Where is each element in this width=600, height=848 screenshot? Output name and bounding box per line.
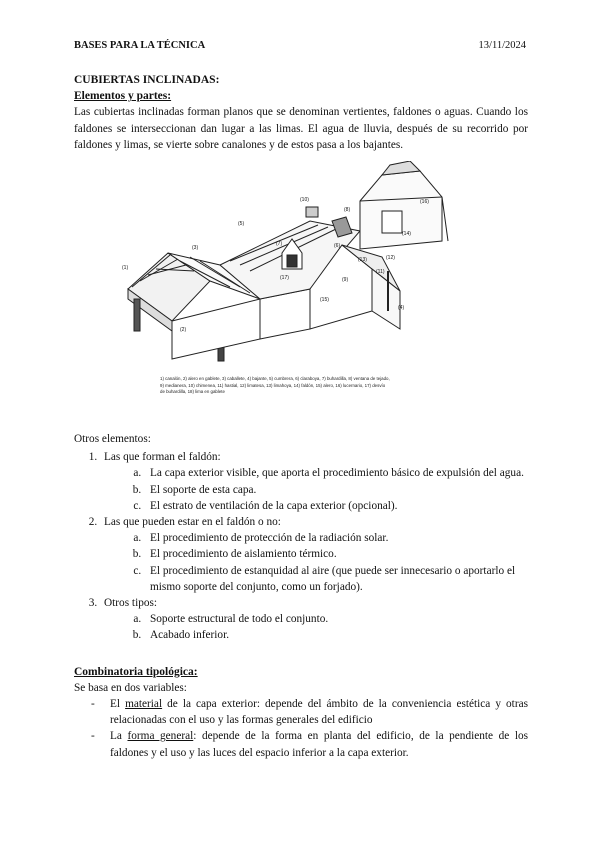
figure-label-17: (17) <box>280 275 289 282</box>
figure-label-3: (3) <box>192 245 199 252</box>
term-forma-general: forma general <box>127 730 194 743</box>
figure-label-7: (7) <box>276 241 283 248</box>
otros-title: Otros elementos: <box>74 433 151 446</box>
list-item: 1. Las que forman el faldón: a. La capa exterior visible, que aporta el procedimiento básico de expulsión del agua. b. El soporte de esta capa. c. El estrato de ventilación de la capa exterior (opcional). <box>100 449 528 514</box>
combinatoria-list <box>74 696 528 761</box>
document-body <box>74 72 528 761</box>
figure-label-15: (15) <box>320 297 329 304</box>
figure-label-11: (11) <box>376 269 385 276</box>
list-item: - La forma general: depende de la forma en planta del edificio, de la pendiente de los faldones y el uso y las luces del espacio inferior a la capa exterior. <box>74 728 528 760</box>
list-item: b. El procedimiento de aislamiento térmico. <box>144 546 528 562</box>
figure-caption: 1) canalón, 2) alero en gablete, 3) caballete, 4) bajante, 5) cumbrera, 6) claraboya, 7) buhardilla, 8) ventana de tejado, 9) medianera, 10) chimenea, 11) hastial, 12) limatesa, 13) limahoya, 14) faldón, 15) alero, 16) lucernario, 17) desvío de buhardilla, 18) lima en gablete <box>160 376 390 395</box>
intro-paragraph: Las cubiertas inclinadas forman planos que se denominan vertientes, faldones o aguas. Cuando los faldones se interseccionan dan lugar a las limas. El agua de lluvia, después de su recorrido por faldones y limas, se vierte sobre canalones y de estos pasa a los bajantes. <box>74 106 528 151</box>
figure-label-12: (12) <box>386 255 395 262</box>
subsection-title: Elementos y partes: <box>74 90 172 103</box>
combinatoria-intro: Se basa en dos variables: <box>74 681 187 694</box>
figure-label-8: (8) <box>344 207 351 214</box>
list-item: b. Acabado inferior. <box>144 627 528 643</box>
figure-label-9: (9) <box>342 277 349 284</box>
list-item: 3. Otros tipos: a. Soporte estructural de todo el conjunto. b. Acabado inferior. <box>100 595 528 644</box>
figure-label-14: (14) <box>402 231 411 238</box>
figure-label-10: (10) <box>300 197 309 204</box>
figure-label-5: (5) <box>238 221 245 228</box>
combinatoria-title: Combinatoria tipológica: <box>74 665 198 678</box>
roof-illustration <box>120 161 450 411</box>
list-item: c. El procedimiento de estanquidad al aire (que puede ser innecesario o aportarlo el mismo soporte del conjunto, como un forjado). <box>144 563 528 595</box>
section-title: CUBIERTAS INCLINADAS: <box>74 74 220 86</box>
list-item: - El material de la capa exterior: depende del ámbito de la conveniencia estética y otras relacionadas con el uso y las formas generales del edificio <box>74 696 528 728</box>
elements-list <box>74 449 528 643</box>
figure-label-16: (16) <box>420 199 429 206</box>
list-item: c. El estrato de ventilación de la capa exterior (opcional). <box>144 498 528 514</box>
list-item: a. El procedimiento de protección de la radiación solar. <box>144 530 528 546</box>
list-item: 2. Las que pueden estar en el faldón o no: a. El procedimiento de protección de la radiación solar. b. El procedimiento de aislamiento térmico. c. El procedimiento de estanquidad al aire (que puede ser innecesario o aportarlo el mismo soporte del conjunto, como un forjado). <box>100 514 528 595</box>
figure-label-2: (2) <box>180 327 187 334</box>
figure-label-6: (6) <box>334 243 341 250</box>
figure-label-4: (4) <box>398 305 405 312</box>
term-material: material <box>125 698 163 711</box>
header-title: BASES PARA LA TÉCNICA <box>74 40 206 51</box>
list-item: b. El soporte de esta capa. <box>144 482 528 498</box>
header-date: 13/11/2024 <box>478 40 526 51</box>
figure-label-1: (1) <box>122 265 129 272</box>
roof-drawing <box>120 161 450 376</box>
list-item: a. La capa exterior visible, que aporta el procedimiento básico de expulsión del agua. <box>144 465 528 481</box>
figure-label-13: (13) <box>358 257 367 264</box>
list-item: a. Soporte estructural de todo el conjunto. <box>144 611 528 627</box>
